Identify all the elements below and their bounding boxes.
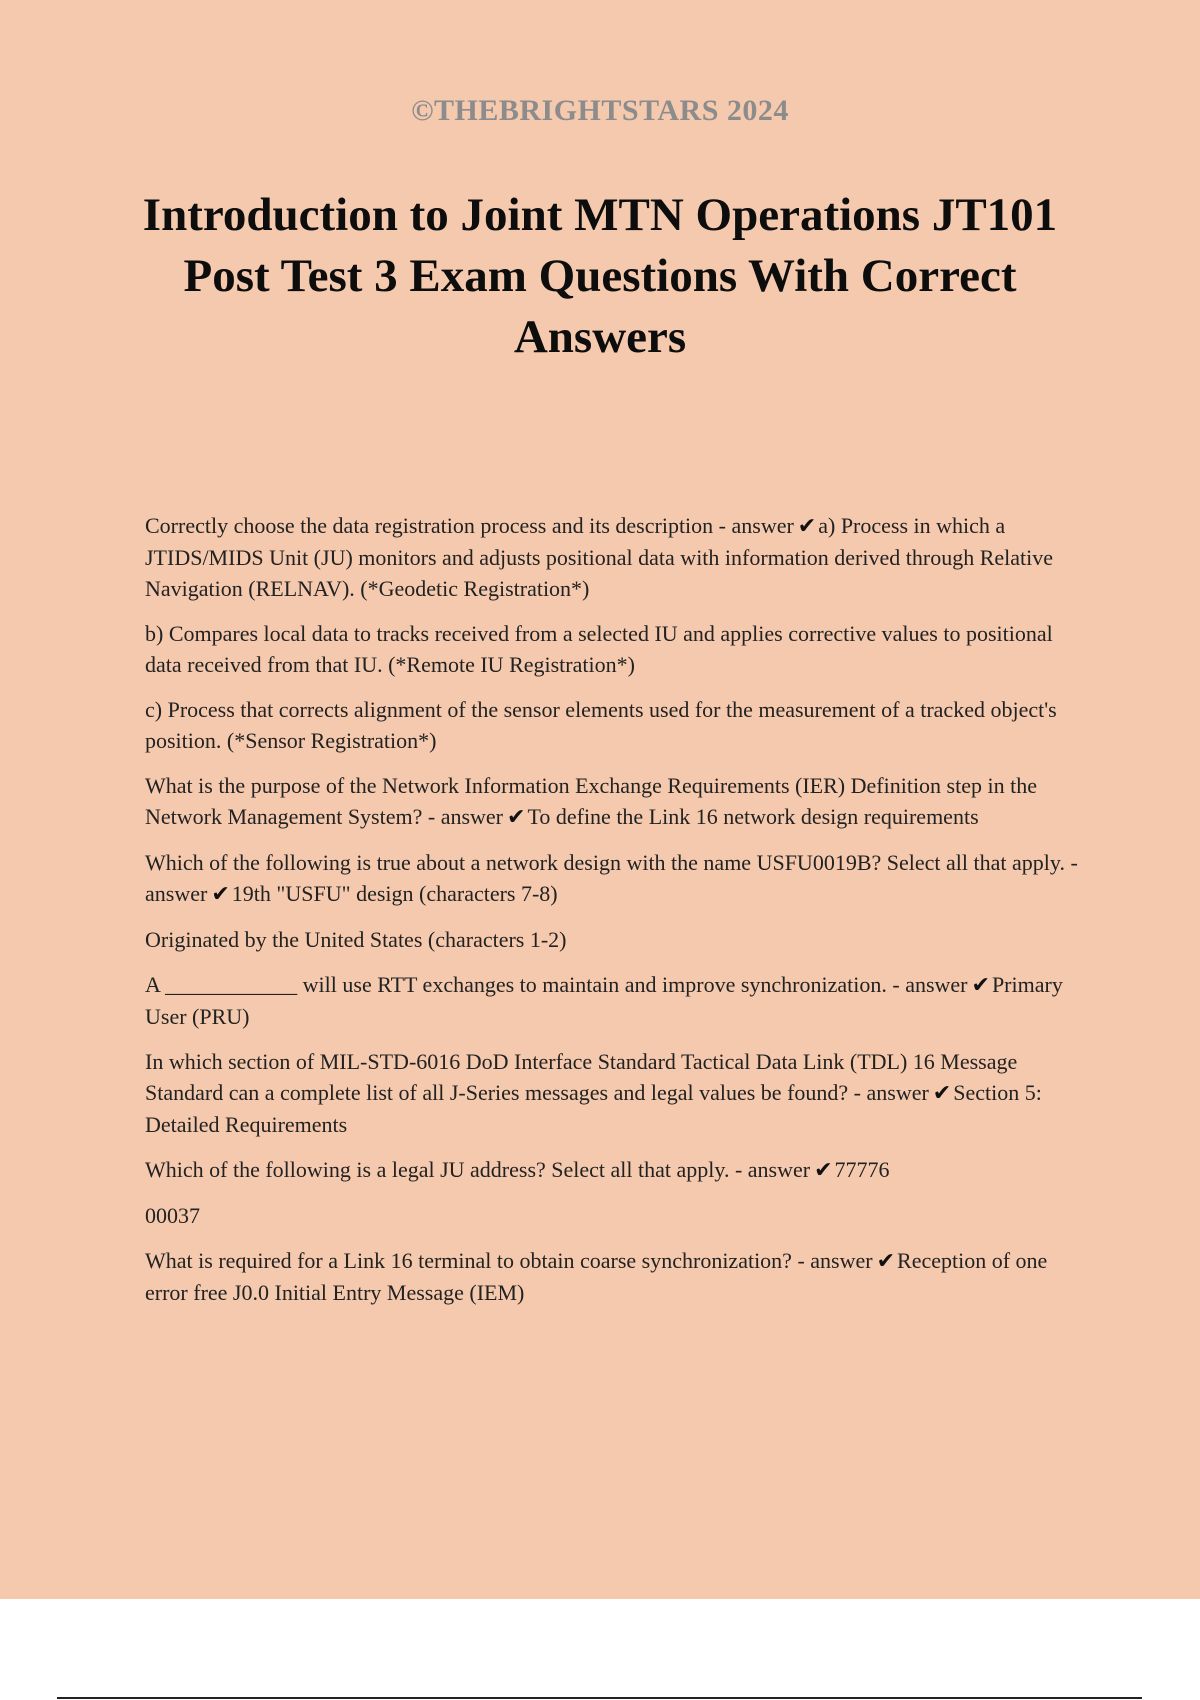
answer-text: Primary User (PRU)	[145, 972, 1063, 1029]
qa-item	[145, 847, 1085, 910]
answer-text: 19th "USFU" design (characters 7-8)	[231, 881, 558, 906]
qa-item	[145, 510, 1085, 604]
checkmark-icon: ✔	[814, 1158, 833, 1183]
answer-text: Section 5: Detailed Requirements	[145, 1080, 1042, 1137]
qa-item	[145, 1154, 1085, 1186]
qa-item	[145, 1046, 1085, 1140]
checkmark-icon: ✔	[211, 882, 230, 907]
question-text: What is the purpose of the Network Information Exchange Requirements (IER) Definition step in the Network Management System? - answer	[145, 773, 1037, 829]
document-title: Introduction to Joint MTN Operations JT101 Post Test 3 Exam Questions With Correct Answers	[142, 189, 1058, 363]
checkmark-icon: ✔	[507, 805, 526, 830]
answer-continuation: 00037	[145, 1203, 200, 1228]
checkmark-icon: ✔	[932, 1081, 952, 1106]
page-divider	[57, 1697, 1142, 1699]
qa-item	[145, 770, 1085, 833]
qa-content	[145, 510, 1085, 1322]
answer-continuation: c) Process that corrects alignment of the sensor elements used for the measurement of a tracked object's position. (*Sensor Registration*)	[145, 697, 1057, 753]
answer-text: To define the Link 16 network design requirements	[527, 804, 979, 829]
question-text: Which of the following is a legal JU address? Select all that apply. - answer	[145, 1157, 811, 1182]
answer-text: a) Process in which a JTIDS/MIDS Unit (JU) monitors and adjusts positional data with information derived through Relative Navigation (RELNAV). (*Geodetic Registration*)	[145, 513, 1053, 601]
qa-item	[145, 1245, 1085, 1308]
answer-text: Reception of one error free J0.0 Initial Entry Message (IEM)	[145, 1248, 1048, 1305]
question-text: A ____________ will use RTT exchanges to maintain and improve synchronization. - answer	[145, 972, 968, 997]
qa-item	[145, 969, 1085, 1032]
answer-continuation: Originated by the United States (characters 1-2)	[145, 927, 567, 952]
answer-continuation: b) Compares local data to tracks received from a selected IU and applies corrective values to positional data received from that IU. (*Remote IU Registration*)	[145, 621, 1053, 677]
copyright-header: ©THEBRIGHTSTARS 2024	[411, 94, 789, 127]
checkmark-icon: ✔	[797, 514, 817, 539]
checkmark-icon: ✔	[971, 973, 990, 998]
question-text: What is required for a Link 16 terminal to obtain coarse synchronization? - answer	[145, 1248, 873, 1273]
checkmark-icon: ✔	[876, 1249, 896, 1274]
question-text: In which section of MIL-STD-6016 DoD Interface Standard Tactical Data Link (TDL) 16 Message Standard can a complete list of all J-Series messages and legal values be found? - answer	[145, 1049, 1018, 1105]
answer-text: 77776	[834, 1157, 890, 1182]
question-text: Correctly choose the data registration process and its description - answer	[145, 513, 794, 538]
question-text: Which of the following is true about a network design with the name USFU0019B? Select all that apply. - answer	[145, 850, 1078, 906]
